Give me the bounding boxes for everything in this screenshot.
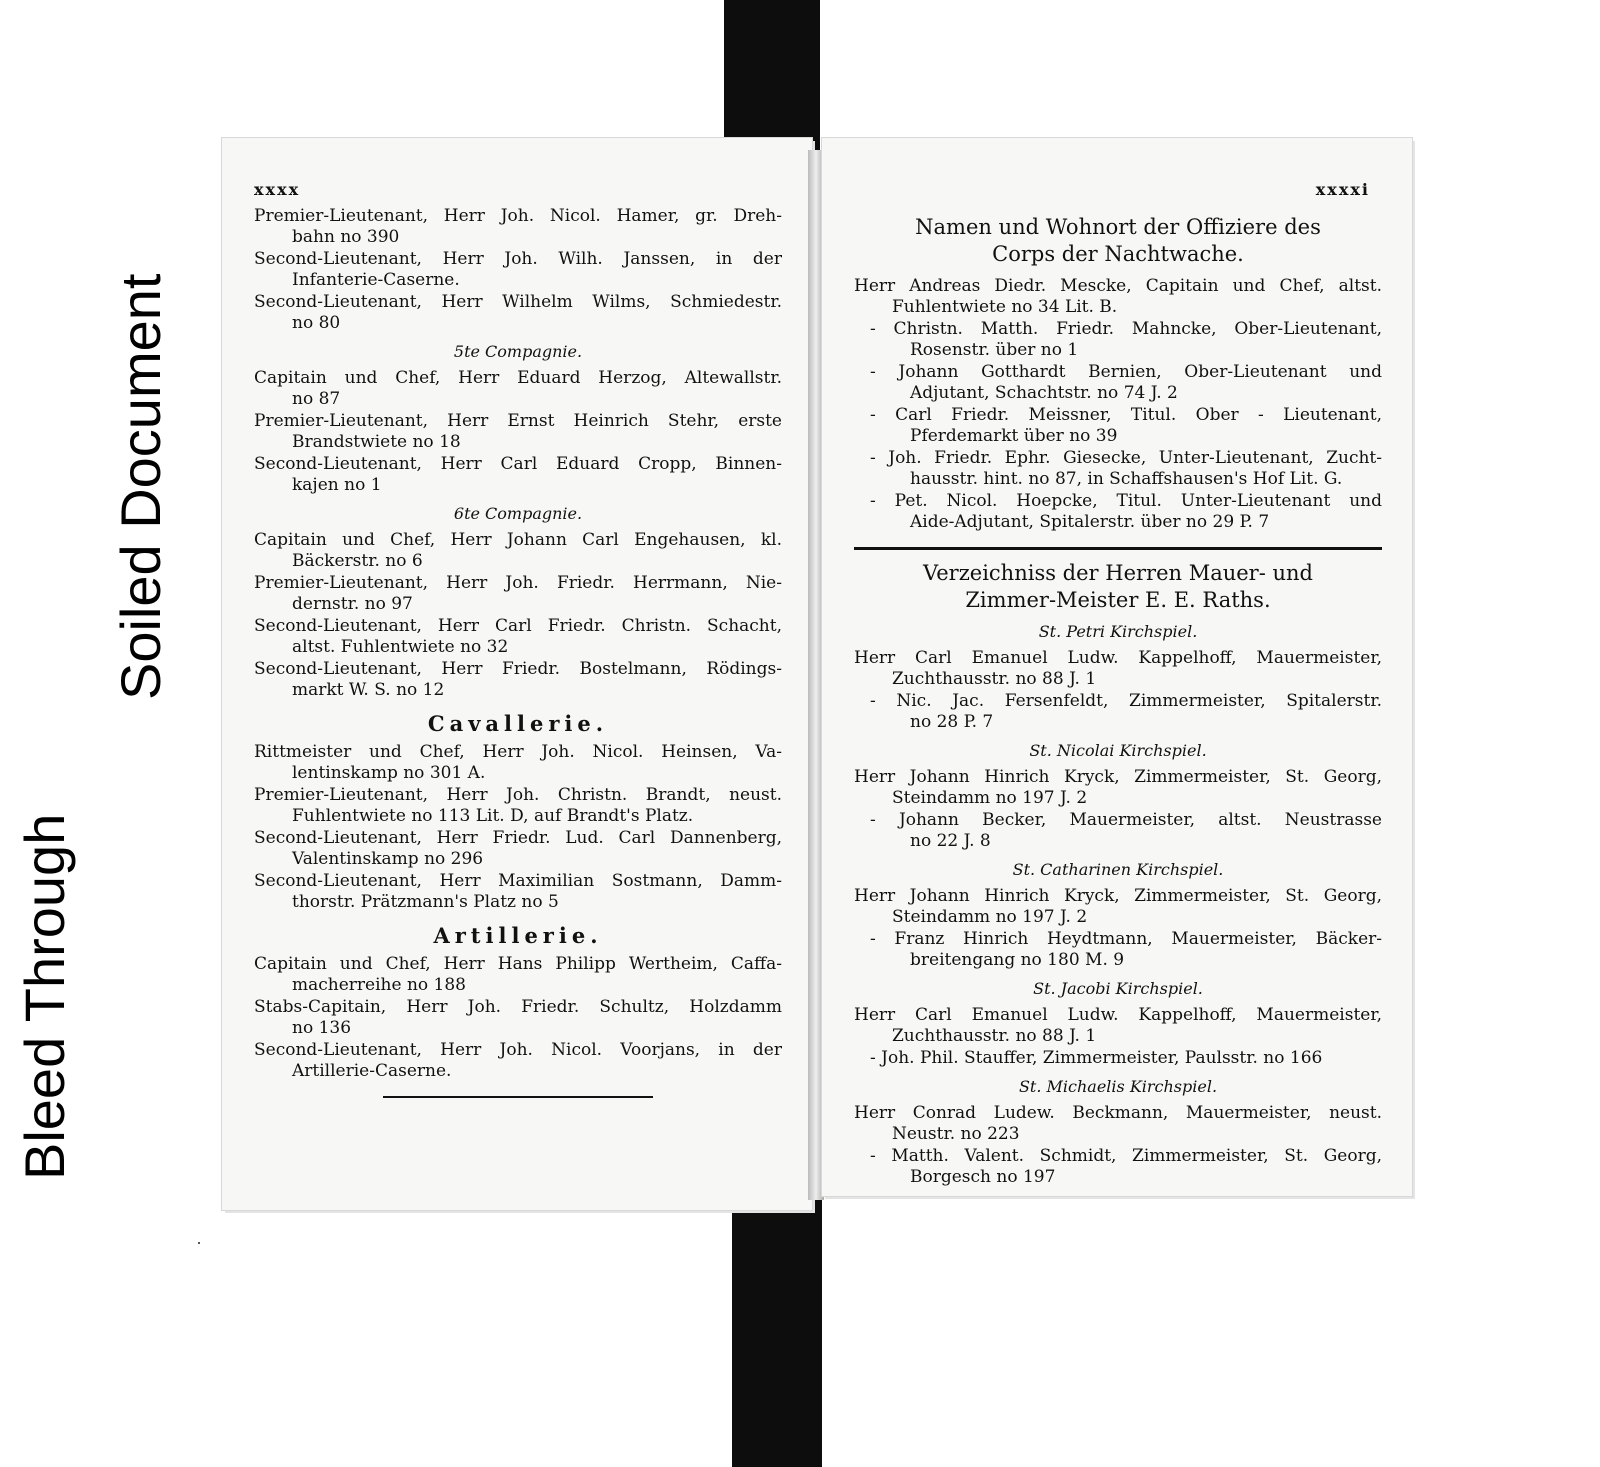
list-entry (254, 742, 782, 784)
entry-continuation: Brandstwiete no 18 (292, 432, 461, 452)
entry-line: - Joh. Phil. Stauffer, Zimmermeister, Paulsstr. no 166 (870, 1048, 1323, 1068)
entry-continuation: breitengang no 180 M. 9 (910, 950, 1125, 970)
list-entry (254, 411, 782, 453)
parish-heading: St. Michaelis Kirchspiel. (1018, 1077, 1218, 1096)
left-page-content (254, 206, 782, 1108)
section-title (854, 560, 1382, 614)
speck (198, 1242, 200, 1244)
entry-line: Herr Johann Hinrich Kryck, Zimmermeister, St. Georg, (854, 886, 1382, 906)
entry-line: Second-Lieutenant, Herr Joh. Nicol. Voorjans, in der (254, 1040, 782, 1060)
list-entry (254, 616, 782, 658)
list-entry (854, 1048, 1382, 1069)
entry-continuation: Fuhlentwiete no 113 Lit. D, auf Brandt's Platz. (292, 806, 694, 826)
entry-continuation: no 28 P. 7 (910, 712, 994, 732)
entry-line: Premier-Lieutenant, Herr Ernst Heinrich Stehr, erste (254, 411, 782, 431)
list-entry (254, 573, 782, 615)
entry-continuation: Neustr. no 223 (892, 1124, 1020, 1144)
entry-line: Second-Lieutenant, Herr Joh. Wilh. Janssen, in der (254, 249, 782, 269)
entry-line: - Franz Hinrich Heydtmann, Mauermeister, Bäcker- (870, 929, 1382, 949)
bleed-through-label: Bleed Through (13, 813, 76, 1180)
list-entry (854, 1005, 1382, 1047)
entry-continuation: hausstr. hint. no 87, in Schaffshausen's Hof Lit. G. (910, 469, 1343, 489)
entry-continuation: Rosenstr. über no 1 (910, 340, 1079, 360)
entry-line: Second-Lieutenant, Herr Friedr. Lud. Carl Dannenberg, (254, 828, 782, 848)
entry-continuation: macherreihe no 188 (292, 975, 466, 995)
entry-continuation: altst. Fuhlentwiete no 32 (292, 637, 509, 657)
section-title (854, 214, 1382, 268)
entry-continuation: Infanterie-Caserne. (292, 270, 460, 290)
master-list (854, 648, 1382, 733)
list-entry (254, 530, 782, 572)
officer-list (254, 742, 782, 913)
list-entry (854, 448, 1382, 490)
right-page-content (854, 214, 1382, 1189)
list-entry (854, 276, 1382, 318)
entry-line: Capitain und Chef, Herr Hans Philipp Wertheim, Caffa- (254, 954, 782, 974)
entry-continuation: no 22 J. 8 (910, 831, 991, 851)
list-entry (854, 491, 1382, 533)
entry-continuation: Pferdemarkt über no 39 (910, 426, 1118, 446)
entry-continuation: dernstr. no 97 (292, 594, 413, 614)
entry-continuation: bahn no 390 (292, 227, 400, 247)
list-entry (254, 785, 782, 827)
master-list (854, 1005, 1382, 1069)
entry-line: - Johann Becker, Mauermeister, altst. Neustrasse (870, 810, 1382, 830)
list-entry (854, 810, 1382, 852)
entry-line: Herr Johann Hinrich Kryck, Zimmermeister, St. Georg, (854, 767, 1382, 787)
company-heading: 6te Compagnie. (453, 504, 583, 523)
parish-heading: St. Jacobi Kirchspiel. (1033, 979, 1203, 998)
entry-line: - Christn. Matth. Friedr. Mahncke, Ober-Lieutenant, (870, 319, 1382, 339)
master-list (854, 886, 1382, 971)
master-list (854, 767, 1382, 852)
entry-line: Rittmeister und Chef, Herr Joh. Nicol. Heinsen, Va- (254, 742, 782, 762)
closing-rule (383, 1096, 653, 1098)
entry-line: Herr Conrad Ludew. Beckmann, Mauermeister, neust. (854, 1103, 1382, 1123)
list-entry (254, 454, 782, 496)
entry-line: Premier-Lieutenant, Herr Joh. Christn. Brandt, neust. (254, 785, 782, 805)
entry-line: Stabs-Capitain, Herr Joh. Friedr. Schultz, Holzdamm (254, 997, 782, 1017)
entry-line: Capitain und Chef, Herr Eduard Herzog, Altewallstr. (254, 368, 782, 388)
entry-line: Herr Carl Emanuel Ludw. Kappelhoff, Mauermeister, (854, 1005, 1382, 1025)
entry-line: Herr Andreas Diedr. Mescke, Capitain und Chef, altst. (854, 276, 1382, 296)
list-entry (854, 691, 1382, 733)
entry-continuation: thorstr. Prätzmann's Platz no 5 (292, 892, 559, 912)
list-entry (854, 1103, 1382, 1145)
entry-continuation: kajen no 1 (292, 475, 382, 495)
entry-continuation: Steindamm no 197 J. 2 (892, 907, 1088, 927)
list-entry (854, 929, 1382, 971)
entry-continuation: Artillerie-Caserne. (292, 1061, 452, 1081)
list-entry (854, 886, 1382, 928)
right-page (822, 138, 1412, 1196)
list-entry (254, 206, 782, 248)
entry-continuation: Adjutant, Schachtstr. no 74 J. 2 (910, 383, 1178, 403)
list-entry (254, 871, 782, 913)
title-line: Corps der Nachtwache. (992, 242, 1244, 266)
parish-heading: St. Petri Kirchspiel. (1038, 622, 1198, 641)
entry-line: Second-Lieutenant, Herr Friedr. Bostelmann, Rödings- (254, 659, 782, 679)
list-entry (254, 828, 782, 870)
entry-line: - Carl Friedr. Meissner, Titul. Ober - Lieutenant, (870, 405, 1382, 425)
officer-list (254, 368, 782, 496)
list-entry (254, 1040, 782, 1082)
entry-line: Premier-Lieutenant, Herr Joh. Nicol. Hamer, gr. Dreh- (254, 206, 782, 226)
parish-heading: St. Nicolai Kirchspiel. (1029, 741, 1207, 760)
entry-line: Second-Lieutenant, Herr Carl Friedr. Christn. Schacht, (254, 616, 782, 636)
entry-continuation: no 80 (292, 313, 341, 333)
entry-continuation: Zuchthausstr. no 88 J. 1 (892, 1026, 1097, 1046)
entry-continuation: Steindamm no 197 J. 2 (892, 788, 1088, 808)
list-entry (254, 368, 782, 410)
left-page (222, 138, 812, 1210)
entry-line: Second-Lieutenant, Herr Maximilian Sostmann, Damm- (254, 871, 782, 891)
section-heading-artillery: Artillerie. (433, 923, 603, 948)
binding-strap-top (724, 0, 820, 150)
section-rule (854, 547, 1382, 550)
list-entry (854, 648, 1382, 690)
page-number: xxxx (254, 180, 301, 199)
entry-line: Second-Lieutenant, Herr Carl Eduard Cropp, Binnen- (254, 454, 782, 474)
entry-line: - Nic. Jac. Fersenfeldt, Zimmermeister, Spitalerstr. (870, 691, 1382, 711)
entry-continuation: Valentinskamp no 296 (292, 849, 484, 869)
entry-line: - Matth. Valent. Schmidt, Zimmermeister, St. Georg, (870, 1146, 1382, 1166)
entry-continuation: Zuchthausstr. no 88 J. 1 (892, 669, 1097, 689)
entry-line: - Pet. Nicol. Hoepcke, Titul. Unter-Lieutenant und (870, 491, 1382, 511)
officer-list (254, 954, 782, 1082)
entry-line: Premier-Lieutenant, Herr Joh. Friedr. Herrmann, Nie- (254, 573, 782, 593)
entry-continuation: Borgesch no 197 (910, 1167, 1056, 1187)
entry-line: Capitain und Chef, Herr Johann Carl Engehausen, kl. (254, 530, 782, 550)
entry-continuation: no 87 (292, 389, 341, 409)
page-number: xxxxi (1315, 180, 1370, 199)
list-entry (854, 1146, 1382, 1188)
list-entry (854, 362, 1382, 404)
title-line: Verzeichniss der Herren Mauer- und (923, 561, 1313, 585)
title-line: Namen und Wohnort der Offiziere des (915, 215, 1321, 239)
list-entry (854, 319, 1382, 361)
list-entry (854, 767, 1382, 809)
list-entry (254, 997, 782, 1039)
entry-continuation: markt W. S. no 12 (292, 680, 445, 700)
entry-continuation: lentinskamp no 301 A. (292, 763, 486, 783)
entry-line: - Johann Gotthardt Bernien, Ober-Lieutenant und (870, 362, 1382, 382)
entry-continuation: Bäckerstr. no 6 (292, 551, 423, 571)
entry-continuation: Fuhlentwiete no 34 Lit. B. (892, 297, 1118, 317)
entry-line: Second-Lieutenant, Herr Wilhelm Wilms, Schmiedestr. (254, 292, 782, 312)
officer-list (254, 530, 782, 701)
soiled-document-label: Soiled Document (109, 273, 172, 700)
officer-list (254, 206, 782, 334)
company-heading: 5te Compagnie. (453, 342, 583, 361)
document-condition-stamp (0, 0, 180, 1467)
entry-line: Herr Carl Emanuel Ludw. Kappelhoff, Mauermeister, (854, 648, 1382, 668)
parish-heading: St. Catharinen Kirchspiel. (1012, 860, 1224, 879)
list-entry (254, 249, 782, 291)
entry-continuation: Aide-Adjutant, Spitalerstr. über no 29 P. 7 (910, 512, 1270, 532)
entry-continuation: no 136 (292, 1018, 352, 1038)
officer-list (854, 276, 1382, 533)
master-list (854, 1103, 1382, 1188)
binding-strap-bottom (732, 1195, 822, 1467)
list-entry (254, 659, 782, 701)
list-entry (254, 292, 782, 334)
section-heading-cavalry: Cavallerie. (427, 711, 609, 736)
entry-line: - Joh. Friedr. Ephr. Giesecke, Unter-Lieutenant, Zucht- (870, 448, 1382, 468)
list-entry (254, 954, 782, 996)
title-line: Zimmer-Meister E. E. Raths. (965, 588, 1271, 612)
list-entry (854, 405, 1382, 447)
